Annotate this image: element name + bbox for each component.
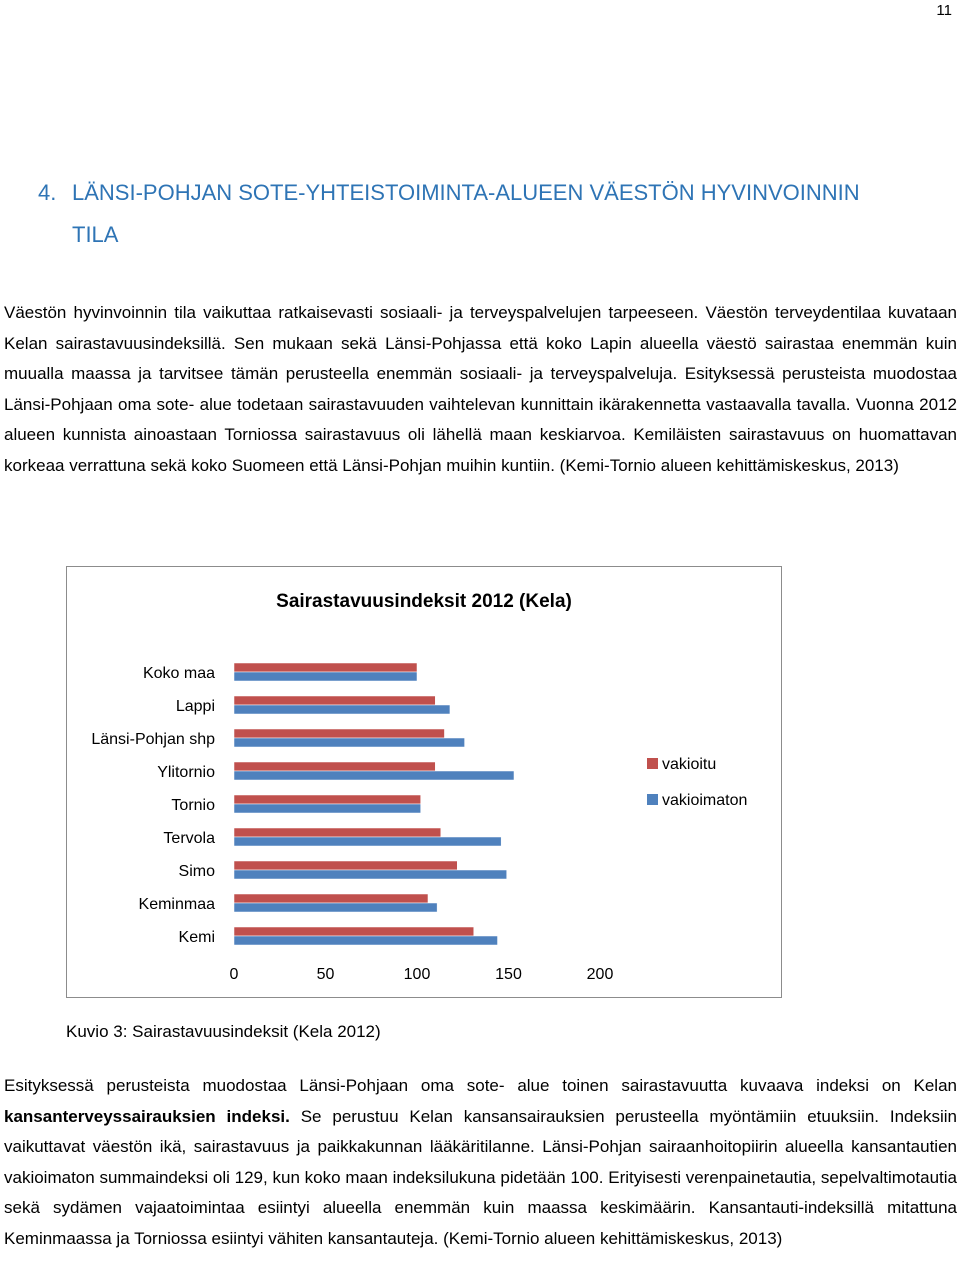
bar-vakioitu bbox=[234, 894, 428, 903]
body-paragraph bbox=[4, 1071, 957, 1254]
bar-vakioimaton bbox=[234, 738, 465, 747]
bar-vakioimaton bbox=[234, 771, 514, 780]
paragraph-bold-term: kansanterveyssairauksien indeksi. bbox=[4, 1106, 290, 1126]
category-label: Keminmaa bbox=[138, 896, 215, 913]
category-label: Ylitornio bbox=[157, 764, 215, 781]
bar-vakioitu bbox=[234, 696, 435, 705]
bar-vakioimaton bbox=[234, 837, 501, 846]
bar-vakioimaton bbox=[234, 870, 507, 879]
x-tick-label: 50 bbox=[316, 966, 335, 983]
chart-title: Sairastavuusindeksit 2012 (Kela) bbox=[276, 591, 572, 612]
category-label: Simo bbox=[178, 863, 215, 880]
heading-line-1: LÄNSI-POHJAN SOTE-YHTEISTOIMINTA-ALUEEN VÄESTÖN HYVINVOINNIN bbox=[72, 180, 860, 205]
intro-paragraph: Väestön hyvinvoinnin tila vaikuttaa ratkaisevasti sosiaali- ja terveyspalvelujen tarpeeseen. Väestön terveydentilaa kuvataan Kelan sairastavuusindeksillä. Sen mukaan sekä Länsi-Pohjassa että koko Lapin alueella väestö sairastaa enemmän kuin muualla maassa ja tarvitsee tämän perusteella enemmän sosiaali- ja terveyspalveluja. Esityksessä perusteista muodostaa Länsi-Pohjaan oma sote- alue todetaan sairastavuuden vaihtelevan kunnittain ikärakennetta vastaavalla tavalla. Vuonna 2012 alueen kunnista ainoastaan Torniossa sairastavuus oli lähellä maan keskiarvoa. Kemiläisten sairastavuus on huomattavan korkeaa verrattuna sekä koko Suomeen että Länsi-Pohjan muihin kuntiin. (Kemi-Tornio alueen kehittämiskeskus, 2013) bbox=[4, 303, 957, 475]
page-number: 11 bbox=[936, 2, 952, 19]
section-heading bbox=[38, 172, 938, 256]
bar-vakioitu bbox=[234, 795, 421, 804]
x-tick-label: 150 bbox=[495, 966, 522, 983]
figure-caption: Kuvio 3: Sairastavuusindeksit (Kela 2012) bbox=[66, 1022, 381, 1041]
category-label: Tervola bbox=[163, 830, 215, 847]
paragraph-text-1: Esityksessä perusteista muodostaa Länsi-Pohjaan oma sote- alue toinen sairastavuutta kuvaava indeksi on Kelan bbox=[4, 1076, 957, 1095]
bar-chart bbox=[67, 567, 781, 997]
bar-vakioitu bbox=[234, 828, 441, 837]
x-tick-label: 100 bbox=[403, 966, 431, 983]
category-label: Länsi-Pohjan shp bbox=[91, 731, 215, 748]
bar-vakioimaton bbox=[234, 903, 437, 912]
paragraph-text-2: Se perustuu Kelan kansansairauksien perusteella myöntämiin etuuksiin. Indeksiin vaikuttavat väestön ikä, sairastavuus ja paikkakunnan lääkäritilanne. Länsi-Pohjan sairaanhoitopiirin alueella kansantautien vakioimaton summaindeksi oli 129, kun koko maan indeksilukuna pidetään 100. Erityisesti verenpainetautia, sepelvaltimotautia sekä sydämen vajaatoimintaa esiintyi alueella enemmän kuin maassa keskimäärin. Kansantauti-indeksillä mitattuna Keminmaassa ja Torniossa esiintyi vähiten kansantauteja. (Kemi-Tornio alueen kehittämiskeskus, 2013) bbox=[4, 1106, 957, 1248]
legend-swatch-vakioimaton bbox=[647, 794, 658, 805]
x-tick-label: 0 bbox=[229, 966, 239, 983]
bar-vakioimaton bbox=[234, 804, 421, 813]
bar-vakioimaton bbox=[234, 936, 498, 945]
bar-vakioitu bbox=[234, 663, 417, 672]
heading-line-2: TILA bbox=[72, 222, 119, 247]
bar-vakioimaton bbox=[234, 672, 417, 681]
bar-vakioitu bbox=[234, 927, 474, 936]
category-label: Lappi bbox=[175, 698, 215, 715]
bar-vakioitu bbox=[234, 762, 435, 771]
legend-label-vakioitu: vakioitu bbox=[662, 756, 717, 773]
bar-vakioitu bbox=[234, 861, 457, 870]
x-tick-label: 200 bbox=[586, 966, 614, 983]
category-label: Tornio bbox=[171, 797, 215, 814]
legend-swatch-vakioitu bbox=[647, 758, 658, 769]
heading-number: 4. bbox=[38, 180, 57, 205]
bar-vakioitu bbox=[234, 729, 444, 738]
legend-label-vakioimaton: vakioimaton bbox=[662, 792, 748, 809]
chart-container bbox=[66, 566, 782, 998]
category-label: Kemi bbox=[178, 929, 215, 946]
bar-vakioimaton bbox=[234, 705, 450, 714]
category-label: Koko maa bbox=[142, 665, 215, 682]
